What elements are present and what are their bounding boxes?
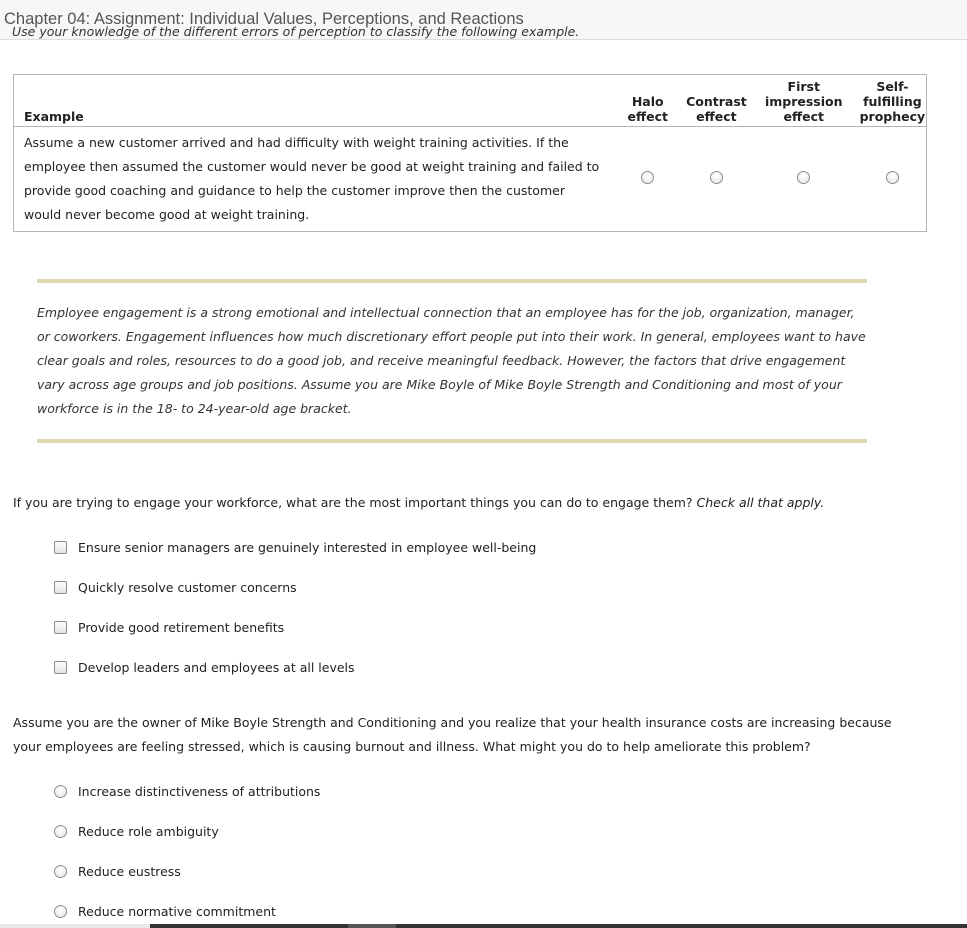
- instruction-cut-off: Use your knowledge of the different errors of perception to classify the following example.: [12, 24, 580, 39]
- checkbox-resolve-customer-concerns[interactable]: [54, 581, 67, 594]
- check-all-instruction: Check all that apply.: [696, 495, 825, 510]
- radio-increase-distinctiveness[interactable]: [54, 785, 67, 798]
- example-text: Assume a new customer arrived and had difficulty with weight training activities. If the employee then assumed the customer would never be good at weight training and failed to provide good coaching and guidance to help the customer improve then the customer would never become good at weight training.: [24, 135, 600, 222]
- table-header-row: [14, 75, 927, 127]
- table-row: [14, 127, 927, 232]
- passage-divider-bottom: [37, 439, 867, 443]
- contrast-effect-header: Contrast effect: [684, 75, 749, 127]
- engagement-option[interactable]: [54, 537, 536, 557]
- halo-effect-cell: [611, 127, 684, 232]
- option-label[interactable]: Reduce normative commitment: [78, 903, 276, 919]
- self-fulfilling-prophecy-header: Self- fulfilling prophecy: [859, 75, 927, 127]
- option-label[interactable]: Reduce eustress: [78, 863, 181, 879]
- checkbox-senior-managers[interactable]: [54, 541, 67, 554]
- stress-option[interactable]: [54, 781, 320, 801]
- example-column-header: Example: [14, 75, 612, 127]
- checkbox-retirement-benefits[interactable]: [54, 621, 67, 634]
- radio-reduce-role-ambiguity[interactable]: [54, 825, 67, 838]
- engagement-option[interactable]: [54, 657, 355, 677]
- bottom-scrollbar[interactable]: [0, 924, 967, 928]
- option-label[interactable]: Provide good retirement benefits: [78, 619, 285, 635]
- stress-question: Assume you are the owner of Mike Boyle Strength and Conditioning and you realize that your health insurance costs are increasing because your employees are feeling stressed, which is causing burnout and illness. What might you do to help ameliorate this problem?: [13, 715, 892, 754]
- first-impression-effect-cell: [749, 127, 859, 232]
- contrast-effect-radio[interactable]: [710, 171, 723, 184]
- perception-classification-table: [13, 74, 927, 232]
- page-title: Chapter 04: Assignment: Individual Values, Perceptions, and Reactions: [4, 10, 524, 28]
- engagement-passage: Employee engagement is a strong emotional and intellectual connection that an employee has for the job, organization, manager, or coworkers. Engagement influences how much discretionary effort people put into their work. In general, employees want to have clear goals and roles, resources to do a good job, and receive meaningful feedback. However, the factors that drive engagement vary across age groups and job positions. Assume you are Mike Boyle of Mike Boyle Strength and Conditioning and most of your workforce is in the 18- to 24-year-old age bracket.: [37, 305, 866, 416]
- self-fulfilling-prophecy-radio[interactable]: [886, 171, 899, 184]
- halo-effect-header: Halo effect: [611, 75, 684, 127]
- stress-option[interactable]: [54, 821, 219, 841]
- option-label[interactable]: Develop leaders and employees at all levels: [78, 659, 355, 675]
- radio-reduce-eustress[interactable]: [54, 865, 67, 878]
- first-impression-effect-radio[interactable]: [797, 171, 810, 184]
- first-impression-effect-header: First impression effect: [749, 75, 859, 127]
- scrollbar-thumb[interactable]: [348, 924, 396, 928]
- engagement-question-text: If you are trying to engage your workforce, what are the most important things you can do to engage them?: [13, 495, 693, 510]
- stress-option[interactable]: [54, 901, 276, 921]
- passage-divider-top: [37, 279, 867, 283]
- halo-effect-radio[interactable]: [641, 171, 654, 184]
- radio-reduce-normative-commitment[interactable]: [54, 905, 67, 918]
- option-label[interactable]: Increase distinctiveness of attributions: [78, 783, 321, 799]
- stress-option[interactable]: [54, 861, 181, 881]
- checkbox-develop-leaders[interactable]: [54, 661, 67, 674]
- engagement-option[interactable]: [54, 617, 284, 637]
- engagement-question: [13, 491, 913, 515]
- self-fulfilling-prophecy-cell: [859, 127, 927, 232]
- option-label[interactable]: Reduce role ambiguity: [78, 823, 219, 839]
- option-label[interactable]: Ensure senior managers are genuinely interested in employee well-being: [78, 539, 537, 555]
- engagement-option[interactable]: [54, 577, 297, 597]
- contrast-effect-cell: [684, 127, 749, 232]
- option-label[interactable]: Quickly resolve customer concerns: [78, 579, 297, 595]
